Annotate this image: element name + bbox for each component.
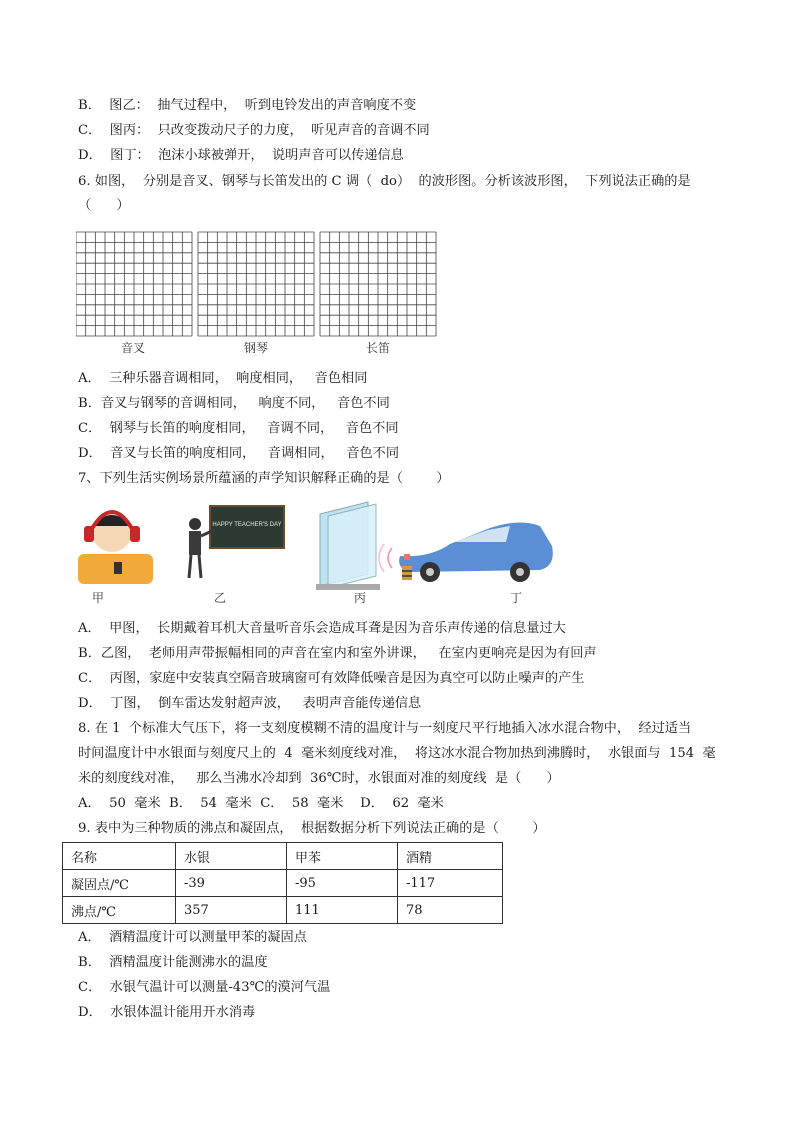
waveform-grid-panel — [76, 232, 192, 336]
waveform-grid-panel — [198, 232, 314, 336]
table-cell: 357 — [176, 897, 287, 924]
table-header: 酒精 — [398, 843, 503, 870]
table-cell: 111 — [287, 897, 398, 924]
q9-option-d: D． 水银体温计能用开水消毒 — [78, 1005, 256, 1020]
table-cell: 凝固点/℃ — [63, 870, 176, 897]
table-cell: -39 — [176, 870, 287, 897]
table-header-row — [63, 843, 503, 870]
waveform-grid-panel — [320, 232, 436, 336]
q6-option-d: D． 音叉与长笛的响度相同， 音调相同， 音色不同 — [78, 446, 400, 461]
scene-figure — [70, 496, 560, 608]
q5-option-c: C． 图丙： 只改变拨动尺子的力度， 听见声音的音调不同 — [78, 123, 430, 138]
waveform-figure — [76, 230, 438, 358]
blackboard-text: HAPPY TEACHER'S DAY — [212, 522, 282, 528]
q6-option-a: A． 三种乐器音调相同， 响度相同， 音色相同 — [78, 371, 368, 386]
q7-option-c: C． 丙图，家庭中安装真空隔音玻璃窗可有效降低噪音是因为真空可以防止噪声的产生 — [78, 671, 585, 686]
car-radar-illustration — [379, 522, 553, 582]
q5-option-d: D． 图丁： 泡沫小球被弹开， 说明声音可以传递信息 — [78, 148, 404, 163]
q9-option-c: C． 水银气温计可以测量-43℃的漠河气温 — [78, 980, 331, 995]
q8-stem-line-3: 米的刻度线对准， 那么当沸水冷却到 36℃时，水银面对准的刻度线 是（ ） — [78, 771, 560, 786]
q6-option-c: C． 钢琴与长笛的响度相同， 音调不同， 音色不同 — [78, 421, 399, 436]
q6-stem: 6. 如图， 分别是音叉、钢琴与长笛发出的 C 调（ do） 的波形图。分析该波形图， 下列说法正确的是 — [78, 174, 691, 189]
table-row — [63, 870, 503, 897]
boiling-freezing-table — [62, 842, 503, 924]
q9-option-a: A． 酒精温度计可以测量甲苯的凝固点 — [78, 930, 307, 945]
table-cell: -95 — [287, 870, 398, 897]
headphones-child-illustration — [78, 512, 153, 584]
table-header: 水银 — [176, 843, 287, 870]
q9-option-b: B． 酒精温度计能测沸水的温度 — [78, 955, 268, 970]
waveform-label-flute: 长笛 — [365, 341, 391, 355]
table-cell: 沸点/℃ — [63, 897, 176, 924]
q7-stem: 7、下列生活实例场景所蕴涵的声学知识解释正确的是（ ） — [78, 471, 450, 486]
table-header: 甲苯 — [287, 843, 398, 870]
vacuum-glass-illustration — [316, 502, 380, 590]
q6-option-b: B．音叉与钢琴的音调相同， 响度不同， 音色不同 — [78, 396, 390, 411]
scene-label-bing: 丙 — [353, 591, 367, 605]
scene-label-yi: 乙 — [213, 591, 227, 605]
q8-stem-line-2: 时间温度计中水银面与刻度尺上的 4 毫米刻度线对准， 将这冰水混合物加热到沸腾时， 水银面与 154 毫 — [78, 746, 716, 761]
table-header: 名称 — [63, 843, 176, 870]
q7-option-b: B．乙图， 老师用声带振幅相同的声音在室内和室外讲课， 在室内更响亮是因为有回声 — [78, 646, 597, 661]
q8-stem-line-1: 8. 在 1 个标准大气压下，将一支刻度模糊不清的温度计与一刻度尺平行地插入冰水混合物中， 经过适当 — [78, 721, 692, 736]
scene-label-ding: 丁 — [509, 591, 523, 605]
q5-option-b: B． 图乙： 抽气过程中， 听到电铃发出的声音响度不变 — [78, 98, 417, 113]
scene-label-jia: 甲 — [91, 591, 105, 605]
waveform-label-piano: 钢琴 — [243, 341, 269, 355]
teacher-blackboard-illustration — [189, 506, 284, 578]
q8-options: A． 50 毫米 B． 54 毫米 C． 58 毫米 D． 62 毫米 — [78, 796, 444, 811]
table-cell: 78 — [398, 897, 503, 924]
table-cell: -117 — [398, 870, 503, 897]
q6-stem-blank: （ ） — [78, 198, 130, 213]
table-row — [63, 897, 503, 924]
q7-option-a: A． 甲图， 长期戴着耳机大音量听音乐会造成耳聋是因为音乐声传递的信息量过大 — [78, 621, 566, 636]
q7-option-d: D． 丁图， 倒车雷达发射超声波， 表明声音能传递信息 — [78, 696, 422, 711]
q9-stem: 9. 表中为三种物质的沸点和凝固点， 根据数据分析下列说法正确的是（ ） — [78, 821, 546, 836]
waveform-label-tuning-fork: 音叉 — [120, 341, 146, 355]
